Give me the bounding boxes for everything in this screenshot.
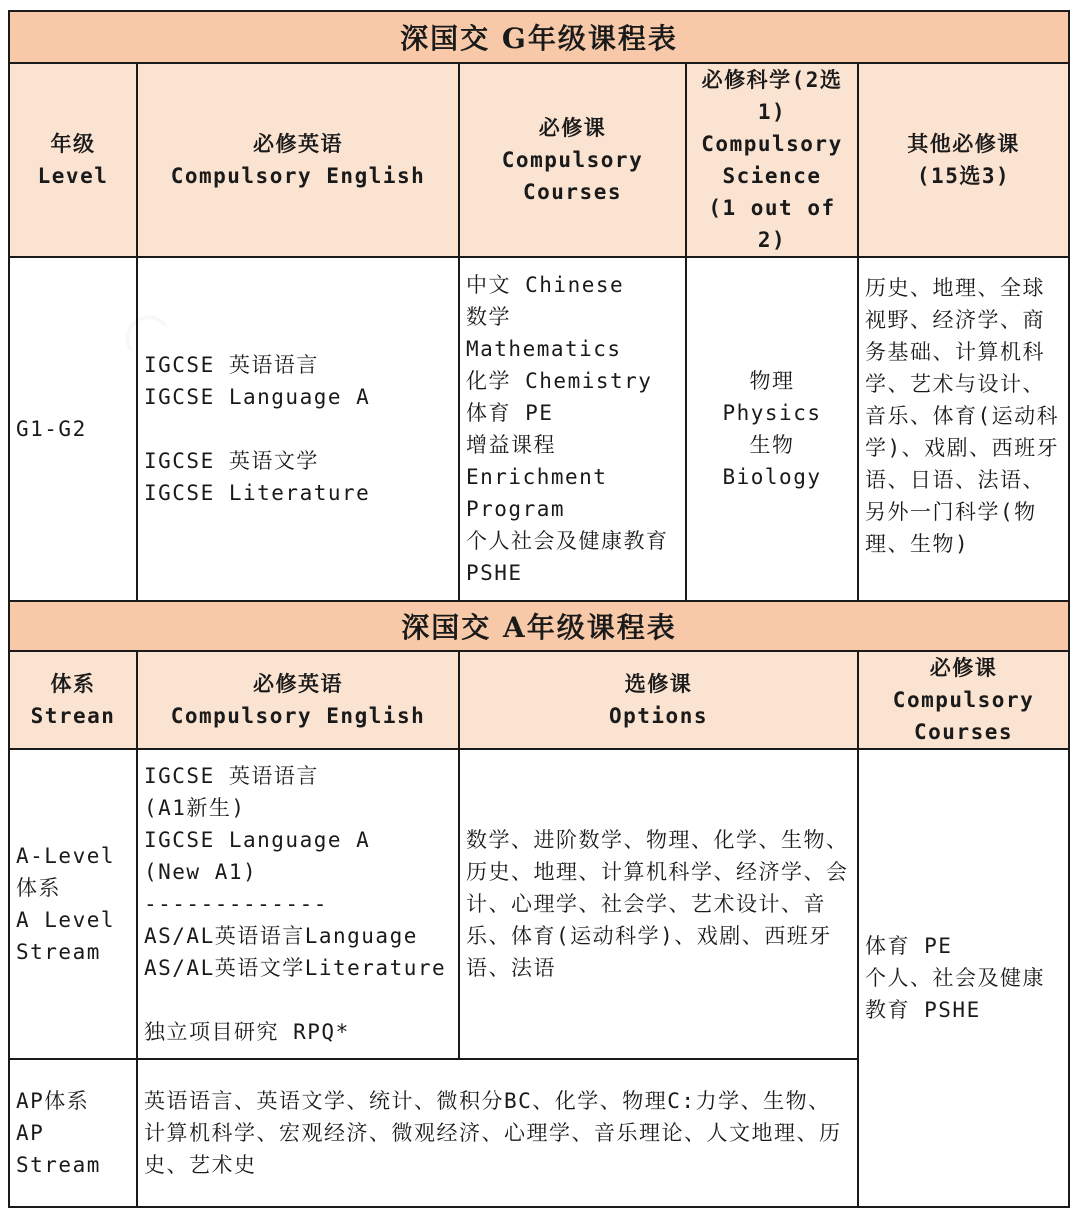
a-table-title: 深国交 A年级课程表 <box>9 601 1069 651</box>
header-compulsory-english: 必修英语 Compulsory English <box>137 651 459 749</box>
cell-alevel-stream: A-Level 体系 A Level Stream <box>9 749 137 1059</box>
a-grade-table <box>8 600 1070 1208</box>
g-table-title: 深国交 G年级课程表 <box>9 11 1069 63</box>
cell-alevel-english: IGCSE 英语语言 (A1新生) IGCSE Language A (New A1) ------------- AS/AL英语语言Language AS/AL英语文学Literature 独立项目研究 RPQ* <box>137 749 459 1059</box>
header-stream: 体系 Strean <box>9 651 137 749</box>
cell-compulsory: 体育 PE 个人、社会及健康教育 PSHE <box>858 749 1069 1207</box>
header-options: 选修课 Options <box>459 651 858 749</box>
cell-ap-stream: AP体系 AP Stream <box>9 1059 137 1207</box>
cell-english: IGCSE 英语语言 IGCSE Language A IGCSE 英语文学 IGCSE Literature <box>137 257 459 601</box>
header-compulsory-science: 必修科学(2选1) Compulsory Science (1 out of 2) <box>686 63 858 257</box>
header-compulsory-courses: 必修课 Compulsory Courses <box>858 651 1069 749</box>
header-compulsory-courses: 必修课 Compulsory Courses <box>459 63 686 257</box>
cell-alevel-options: 数学、进阶数学、物理、化学、生物、历史、地理、计算机科学、经济学、会计、心理学、社会学、艺术设计、音乐、体育(运动科学)、戏剧、西班牙语、法语 <box>459 749 858 1059</box>
cell-science: 物理 Physics 生物 Biology <box>686 257 858 601</box>
cell-ap-courses: 英语语言、英语文学、统计、微积分BC、化学、物理C:力学、生物、计算机科学、宏观经济、微观经济、心理学、音乐理论、人文地理、历史、艺术史 <box>137 1059 858 1207</box>
header-level: 年级 Level <box>9 63 137 257</box>
cell-other: 历史、地理、全球视野、经济学、商务基础、计算机科学、艺术与设计、音乐、体育(运动科学)、戏剧、西班牙语、日语、法语、另外一门科学(物理、生物) <box>858 257 1069 601</box>
g-grade-table <box>8 10 1070 602</box>
header-other-compulsory: 其他必修课 (15选3) <box>858 63 1069 257</box>
cell-courses: 中文 Chinese 数学 Mathematics 化学 Chemistry 体育 PE 增益课程 Enrichment Program 个人社会及健康教育 PSHE <box>459 257 686 601</box>
cell-level: G1-G2 <box>9 257 137 601</box>
header-compulsory-english: 必修英语 Compulsory English <box>137 63 459 257</box>
watermark: ◠ <box>104 291 188 379</box>
